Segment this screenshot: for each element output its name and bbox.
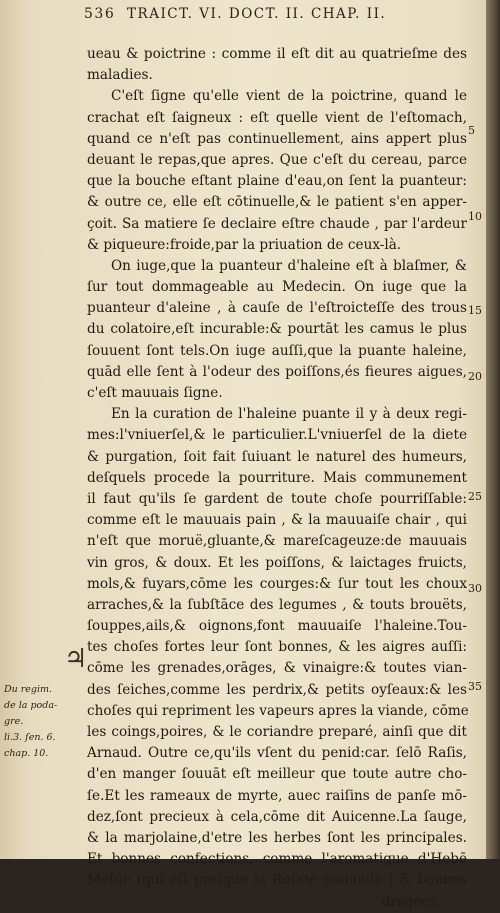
text-line: des ſeiches,comme les perdrix,& petits oyſeaux:& les bbox=[87, 681, 467, 698]
text-line: ueau & poictrine : comme il eſt dit au quatrieſme des bbox=[87, 46, 467, 62]
text-line: Arnaud. Outre ce,qu'ils vſent du penid:car. ſelō Raſis, bbox=[87, 745, 467, 762]
running-header bbox=[84, 6, 484, 30]
text-line: maladies. bbox=[87, 67, 153, 84]
text-line: ſur tout dommageable au Medecin. On iuge que la bbox=[87, 279, 467, 296]
text-line: ſe.Et les rameaux de myrte, auec raiſins de panſe mō- bbox=[87, 787, 467, 804]
text-line: comme eſt le mauuais pain , & la mauuaiſe chair , qui bbox=[87, 512, 467, 529]
marginal-note bbox=[4, 682, 62, 762]
line-number: 5 bbox=[468, 124, 475, 137]
page-number: 536 bbox=[84, 6, 116, 22]
text-line: puanteur d'aleine , à cauſe de l'eſtroicteſſe des trous bbox=[87, 300, 467, 317]
text-line: dragees, bbox=[381, 893, 441, 910]
marginal-note-line: li.3. ſen. 6. bbox=[4, 732, 56, 743]
text-line: ſouuent ſont tels.On iuge auſſi,que la puante haleine, bbox=[87, 342, 467, 359]
marginal-note-line: de la poda- bbox=[4, 700, 58, 711]
text-line: Et bonnes confections, comme l'aromatique d'Hebē bbox=[87, 851, 467, 868]
text-line: C'eſt ſigne qu'elle vient de la poictrine, quand le bbox=[111, 88, 467, 105]
marginal-note-line: Du regim. bbox=[4, 684, 53, 695]
text-line: tes choſes fortes leur ſont bonnes, & les aigres auſſi: bbox=[87, 639, 467, 656]
text-line: n'eſt que moruë,gluante,& mareſcageuze:de mauuais bbox=[87, 533, 467, 550]
text-line: deſquels procede la pourriture. Mais communement bbox=[87, 469, 467, 486]
text-line: mols,& fuyars,cōme les courges:& ſur tout les choux bbox=[87, 575, 467, 592]
line-number: 30 bbox=[468, 582, 482, 595]
text-line: crachat eſt ſaigneux : eſt quelle vient de l'eſtomach, bbox=[87, 109, 467, 126]
text-line: En la curation de l'haleine puante il y à deux regi- bbox=[111, 406, 467, 423]
text-line: les coings,poires, & le coriandre preparé, ainſi que dit bbox=[87, 724, 467, 740]
text-line: quand ce n'eſt pas continuellement, ains appert plus bbox=[87, 130, 467, 147]
text-line: il faut qu'ils ſe gardent de toute choſe pourriſſable: bbox=[87, 490, 467, 507]
line-number: 10 bbox=[468, 210, 482, 223]
marginal-note-line: gre. bbox=[4, 716, 24, 727]
text-line: & la marjolaine,d'etre les herbes ſont les principales. bbox=[87, 829, 467, 846]
text-line: çoit. Sa matiere ſe declaire eſtre chaude , par l'ardeur bbox=[87, 215, 467, 232]
text-line: ſouppes,ails,& oignons,font mauuaiſe l'haleine.Tou- bbox=[87, 618, 467, 635]
text-line: dez,ſont precieux à cela,cōme dit Auicenne.La ſauge, bbox=[87, 808, 467, 825]
line-number: 35 bbox=[468, 680, 482, 693]
text-line: cōme les grenades,orāges, & vinaigre:& toutes vian- bbox=[87, 660, 467, 677]
text-line: que la bouche eſtant plaine d'eau,on ſent la puanteur: bbox=[87, 173, 467, 190]
line-number: 15 bbox=[468, 304, 482, 317]
book-spine bbox=[486, 0, 500, 859]
text-line: vin gros, & doux. Et les poiſſons, & laictages fruicts, bbox=[87, 554, 467, 571]
running-title: TRAICT. VI. DOCT. II. CHAP. II. bbox=[127, 6, 387, 22]
text-line: & purgation, ſoit fait ſuiuant le naturel des humeurs, bbox=[87, 448, 467, 465]
marginal-note-line: chap. 10. bbox=[4, 748, 49, 759]
text-line: mes:l'vniuerſel,& le particulier.L'vniuerſel de la diete bbox=[87, 427, 467, 444]
body-text bbox=[87, 44, 467, 913]
text-line: arraches,& la ſubſtāce des legumes , & touts brouëts, bbox=[87, 596, 467, 613]
text-line: du colatoire,eſt incurable:& pourtāt les camus le plus bbox=[87, 321, 467, 338]
marginal-symbol: ♃ bbox=[64, 644, 88, 674]
text-line: & outre ce, elle eſt cōtinuelle,& le patient s'en apper- bbox=[87, 194, 467, 211]
text-line: quād elle ſent à l'odeur des poiſſons,és fieures aigues, bbox=[87, 363, 467, 380]
text-line: d'en manger ſouuāt eſt meilleur que toute autre cho- bbox=[87, 766, 467, 783]
text-line: choſes qui repriment les vapeurs apres la viande, cōme bbox=[87, 702, 469, 719]
text-line: & piqueure:froide,par la priuation de ceux-là. bbox=[87, 236, 402, 253]
text-line: On iuge,que la puanteur d'haleine eſt à blaſmer, & bbox=[111, 257, 467, 274]
text-line: Meſue (qui eſt preſque la Roſate nouuelle ) & bonnes bbox=[87, 872, 467, 889]
text-line: deuant le repas,que apres. Que c'eſt du cereau, parce bbox=[87, 151, 467, 168]
line-number: 25 bbox=[468, 490, 482, 503]
line-number: 20 bbox=[468, 370, 482, 383]
text-line: c'eſt mauuais ſigne. bbox=[87, 385, 223, 401]
